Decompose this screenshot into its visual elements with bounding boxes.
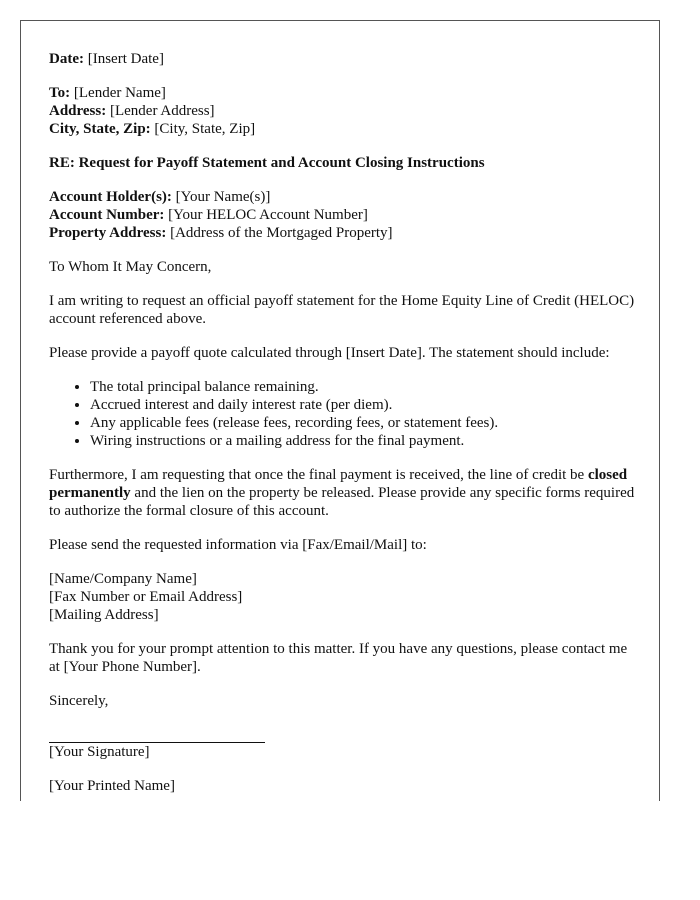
date-label: Date: — [49, 51, 84, 67]
account-holder-label: Account Holder(s): — [49, 189, 172, 205]
city-line — [49, 120, 635, 138]
account-block — [49, 188, 635, 242]
signature-block — [49, 720, 635, 795]
letter-page — [20, 20, 660, 801]
salutation: To Whom It May Concern, — [49, 259, 212, 275]
recipient-block — [49, 84, 635, 138]
printed-name: [Your Printed Name] — [49, 778, 175, 794]
paragraph-request: I am writing to request an official payoff statement for the Home Equity Line of Credit (HELOC) account referenced above. — [49, 293, 635, 327]
send-to-mailing: [Mailing Address] — [49, 607, 159, 623]
to-label: To: — [49, 85, 71, 101]
subject-text: RE: Request for Payoff Statement and Account Closing Instructions — [49, 155, 485, 171]
send-to-name: [Name/Company Name] — [49, 571, 197, 587]
send-to-contact: [Fax Number or Email Address] — [49, 589, 243, 605]
paragraph-send: Please send the requested information via [Fax/Email/Mail] to: — [49, 537, 427, 553]
to-line — [49, 84, 635, 102]
account-holder-line — [49, 188, 635, 206]
signature-label: [Your Signature] — [49, 744, 150, 760]
list-item: • Accrued interest and daily interest rate (per diem). — [90, 396, 635, 414]
paragraph-thanks: Thank you for your prompt attention to this matter. If you have any questions, please contact me at [Your Phone Number]. — [49, 641, 628, 675]
property-address-line — [49, 224, 635, 242]
list-item: • Wiring instructions or a mailing address for the final payment. — [90, 432, 635, 450]
account-holder-value: [Your Name(s)] — [175, 189, 271, 205]
closure-text-after: and the lien on the property be released. Please provide any specific forms required to authorize the formal closure of this account. — [49, 485, 635, 519]
letter-content — [49, 50, 635, 801]
paragraph-closure — [49, 466, 635, 520]
city-value: [City, State, Zip] — [154, 121, 256, 137]
subject-line — [49, 154, 635, 172]
city-label: City, State, Zip: — [49, 121, 151, 137]
list-item: • Any applicable fees (release fees, recording fees, or statement fees). — [90, 414, 635, 432]
closure-text-before: Furthermore, I am requesting that once the final payment is received, the line of credit be — [49, 467, 588, 483]
date-value: [Insert Date] — [87, 51, 164, 67]
account-number-line — [49, 206, 635, 224]
account-number-label: Account Number: — [49, 207, 165, 223]
to-value: [Lender Name] — [73, 85, 166, 101]
property-address-label: Property Address: — [49, 225, 167, 241]
header-block — [49, 50, 635, 68]
address-line — [49, 102, 635, 120]
list-item: • The total principal balance remaining. — [90, 378, 635, 396]
date-line — [49, 50, 635, 68]
address-label: Address: — [49, 103, 107, 119]
property-address-value: [Address of the Mortgaged Property] — [170, 225, 393, 241]
closing: Sincerely, — [49, 693, 109, 709]
paragraph-quote: Please provide a payoff quote calculated through [Insert Date]. The statement should include: — [49, 345, 610, 361]
account-number-value: [Your HELOC Account Number] — [168, 207, 368, 223]
payoff-items-list — [49, 378, 635, 450]
signature-line — [49, 720, 265, 743]
closure-text-bold: closed permanently — [49, 467, 628, 501]
send-to-block — [49, 570, 635, 624]
address-value: [Lender Address] — [109, 103, 215, 119]
